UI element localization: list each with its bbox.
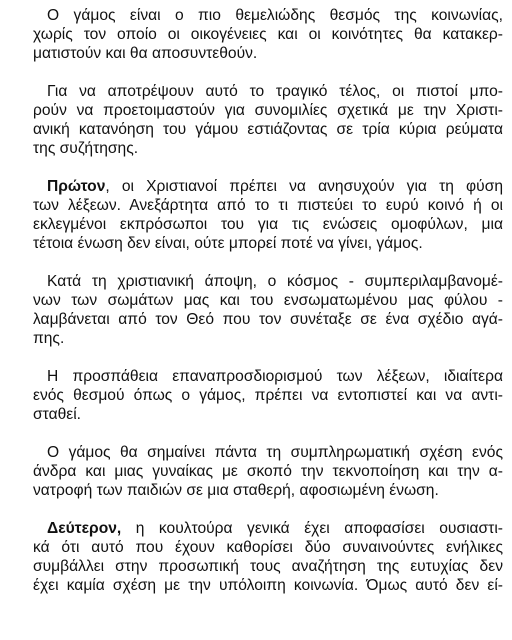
text-line: σταθεί. — [33, 406, 81, 423]
paragraph-lead-first: Πρώτον — [47, 178, 106, 195]
text-line-rest: , οι Χριστιανοί πρέπει να ανησυχούν για τη φύση — [105, 178, 503, 195]
text-line: ενός θεσμού όπως ο γάμος, πρέπει να εντοπιστεί και να αντι- — [33, 387, 503, 404]
text-line: νατροφή των παιδιών σε μια σταθερή, αφοσιωμένη ένωση. — [33, 482, 439, 499]
text-line: έχει καμία σχέση με την υπόλοιπη κοινωνία. Όμως αυτό δεν εί- — [33, 577, 503, 594]
text-line: των λέξεων. Ανεξάρτητα από το τι πιστεύει το ευρύ κοινό ή οι — [33, 197, 503, 214]
text-line: Ο γάμος θα σημαίνει πάντα τη συμπληρωματική σχέση ενός — [47, 444, 503, 461]
text-line: ανική κατανόηση του γάμου εστιάζοντας σε τρία κύρια ρεύματα — [33, 121, 503, 138]
text-line-rest: η κουλτούρα γενικά έχει αποφασίσει ουσιαστι- — [121, 520, 503, 537]
paragraph-1 — [33, 6, 503, 63]
text-line: τέτοια ένωση δεν είναι, ούτε μπορεί ποτέ να γίνει, γάμος. — [33, 235, 423, 252]
text-line: χωρίς τον οποίο οι οικογένειες και οι κοινότητες θα κατακερ- — [33, 26, 503, 43]
text-line: άνδρα και μιας γυναίκας με σκοπό την τεκνοποίηση και την α- — [33, 463, 503, 480]
document-page — [33, 6, 503, 614]
text-line: της συζήτησης. — [33, 140, 139, 157]
paragraph-3 — [33, 177, 503, 253]
paragraph-2 — [33, 82, 503, 158]
text-line: ρούν να προετοιμαστούν για συνομιλίες σχετικά με την Χριστι- — [33, 102, 503, 119]
paragraph-5 — [33, 367, 503, 424]
paragraph-lead-second: Δεύτερον, — [47, 520, 122, 537]
text-line: νων των σωμάτων μας και του ενσωματωμένου μας φύλου - — [33, 292, 503, 309]
text-line: Κατά τη χριστιανική άποψη, ο κόσμος - συμπεριλαμβανομέ- — [47, 273, 503, 290]
text-line: Ο γάμος είναι ο πιο θεμελιώδης θεσμός της κοινωνίας, — [47, 7, 503, 24]
text-line: λαμβάνεται από τον Θεό που τον συνέταξε σε ένα σχέδιο αγά- — [33, 311, 503, 328]
text-line: πης. — [33, 330, 65, 347]
text-line: ματιστούν και θα αποσυντεθούν. — [33, 45, 258, 62]
text-line: Για να αποτρέψουν αυτό το τραγικό τέλος, οι πιστοί μπο- — [47, 83, 503, 100]
text-line: Η προσπάθεια επαναπροσδιορισμού των λέξεων, ιδιαίτερα — [47, 368, 503, 385]
text-line: κά ότι αυτό που έχουν καθορίσει δύο συναινούντες ενήλικες — [33, 539, 503, 556]
text-line: εκλεγμένοι εκπρόσωποι του για τις ενώσεις ομοφύλων, μια — [33, 216, 503, 233]
paragraph-7 — [33, 519, 503, 595]
text-line: συμβάλλει στην προσωπική τους αναζήτηση της ευτυχίας δεν — [33, 558, 503, 575]
text-line-with-lead — [33, 519, 503, 538]
paragraph-6 — [33, 443, 503, 500]
text-line-with-lead — [33, 177, 503, 196]
paragraph-4 — [33, 272, 503, 348]
